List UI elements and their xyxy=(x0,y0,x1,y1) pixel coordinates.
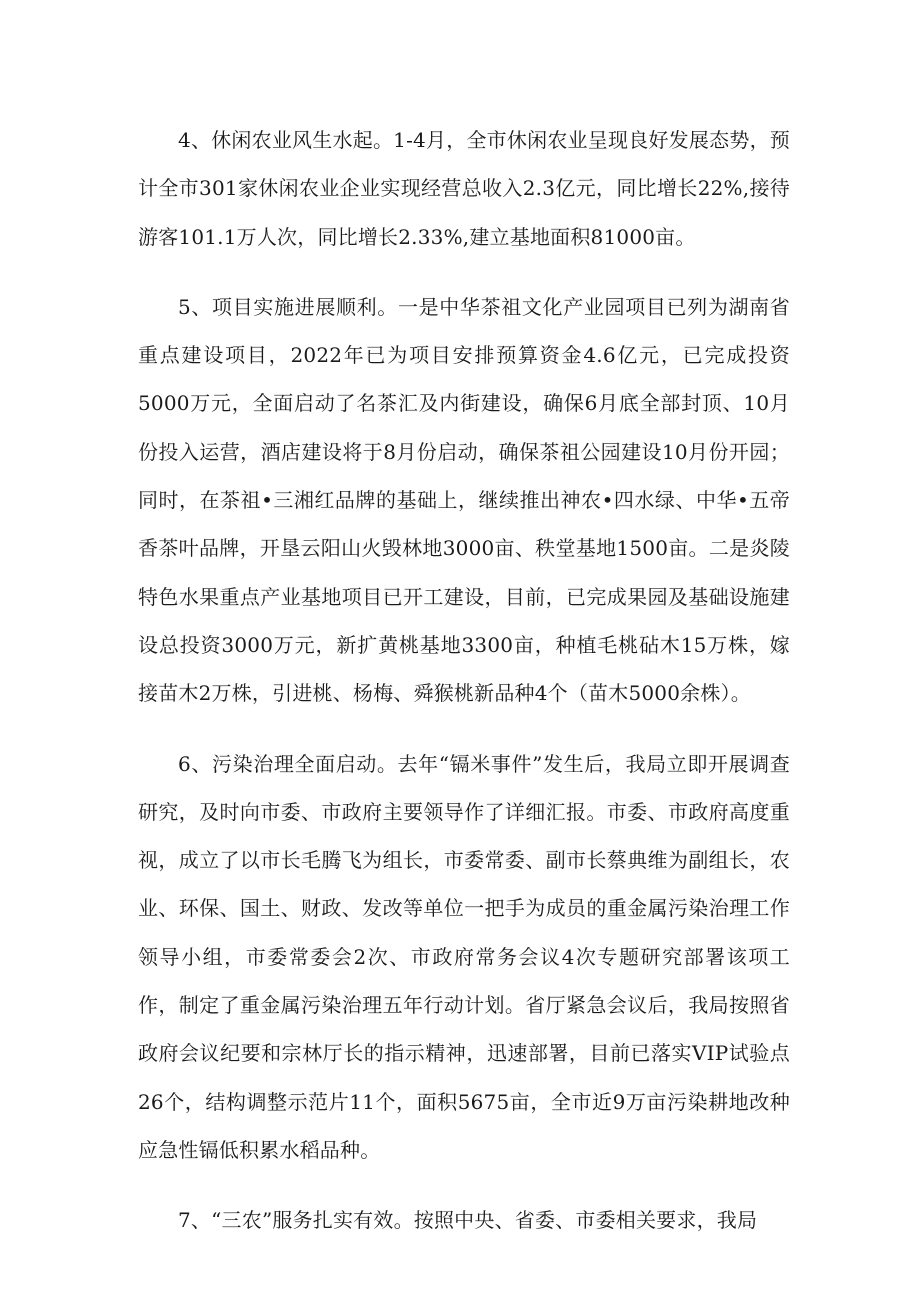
document-body xyxy=(138,116,790,1267)
paragraph-project-implementation: 5、项目实施进展顺利。一是中华茶祖文化产业园项目已列为湖南省重点建设项目，2022年已为项目安排预算资金4.6亿元，已完成投资5000万元，全面启动了名茶汇及内街建设，确保6月底全部封顶、10月份投入运营，酒店建设将于8月份启动，确保茶祖公园建设10月份开园；同时，在茶祖•三湘红品牌的基础上，继续推出神农•四水绿、中华•五帝香茶叶品牌，开垦云阳山火毁林地3000亩、秩堂基地1500亩。二是炎陵特色水果重点产业基地项目已开工建设，目前，已完成果园及基础设施建设总投资3000万元，新扩黄桃基地3300亩，种植毛桃砧木15万株，嫁接苗木2万株，引进桃、杨梅、舜猴桃新品种4个（苗木5000余株）。 xyxy=(138,294,790,706)
paragraph-pollution-control: 6、污染治理全面启动。去年“镉米事件”发生后，我局立即开展调查研究，及时向市委、市政府主要领导作了详细汇报。市委、市政府高度重视，成立了以市长毛腾飞为组长，市委常委、副市长蔡典维为副组长，农业、环保、国土、财政、发改等单位一把手为成员的重金属污染治理工作领导小组，市委常委会2次、市政府常务会议4次专题研究部署该项工作，制定了重金属污染治理五年行动计划。省厅紧急会议后，我局按照省政府会议纪要和宗林厅长的指示精神，迅速部署，目前已落实VIP试验点26个，结构调整示范片11个，面积5675亩，全市近9万亩污染耕地改种应急性镉低积累水稻品种。 xyxy=(138,751,790,1162)
paragraph-rural-services: 7、“三农”服务扎实有效。按照中央、省委、市委相关要求，我局 xyxy=(178,1208,758,1233)
paragraph-leisure-agriculture: 4、休闲农业风生水起。1-4月，全市休闲农业呈现良好发展态势，预计全市301家休闲农业企业实现经营总收入2.3亿元，同比增长22%,接待游客101.1万人次，同比增长2.33%,建立基地面积81000亩。 xyxy=(138,128,790,249)
